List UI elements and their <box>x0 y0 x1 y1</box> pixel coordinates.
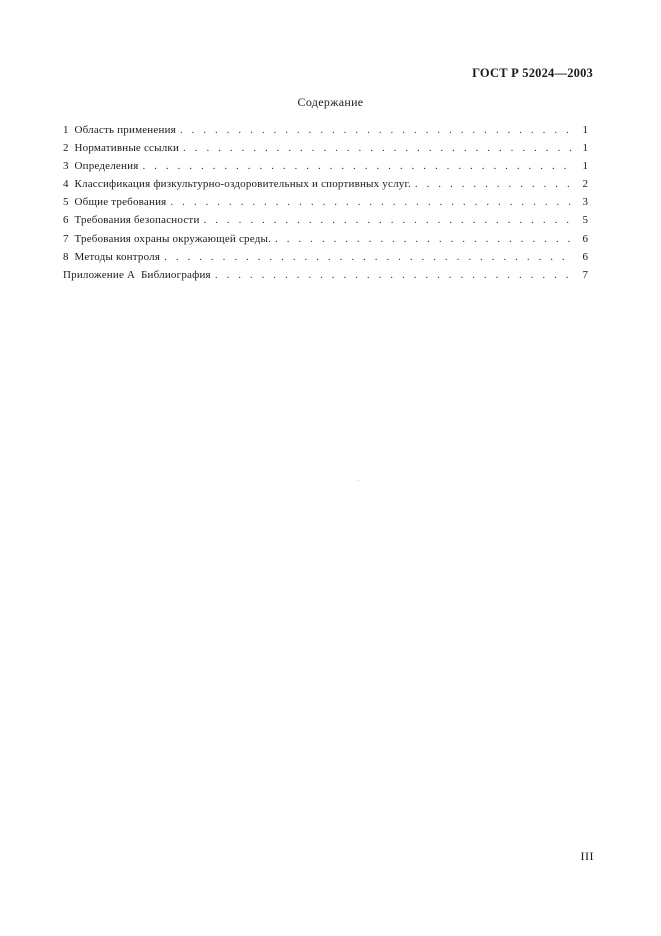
toc-entry-label: Классификация физкультурно-оздоровительных и спортивных услуг. <box>74 178 411 191</box>
toc-entry-control-methods[interactable] <box>63 248 588 266</box>
toc-entry-page: 1 <box>582 160 588 173</box>
toc-entry-number: 3 <box>63 160 69 173</box>
toc-entry-label: Требования безопасности <box>74 214 200 227</box>
scan-speck <box>358 480 359 481</box>
toc-entry-page: 2 <box>582 178 588 191</box>
dot-leader <box>275 230 573 248</box>
toc-entry-classification[interactable] <box>63 175 588 193</box>
toc-entry-number: 5 <box>63 196 69 209</box>
toc-entry-page: 5 <box>582 214 588 227</box>
toc-entry-label: Приложение А Библиография <box>63 268 211 281</box>
dot-leader <box>170 193 573 211</box>
toc-entry-safety-requirements[interactable] <box>63 211 588 229</box>
document-code: ГОСТ Р 52024—2003 <box>472 66 593 80</box>
page-number: III <box>580 849 594 863</box>
toc-entry-general-requirements[interactable] <box>63 193 588 211</box>
toc-entry-page: 7 <box>582 268 588 281</box>
toc-entry-number: 4 <box>63 178 69 191</box>
toc-entry-label: Общие требования <box>74 196 167 209</box>
toc-entry-label: Нормативные ссылки <box>74 142 180 155</box>
toc-entry-environmental-requirements[interactable] <box>63 230 588 248</box>
toc-entry-label: Область применения <box>74 124 176 136</box>
dot-leader <box>142 157 573 175</box>
toc-entry-label: Требования охраны окружающей среды. <box>74 232 272 245</box>
toc-entry-normative-references[interactable] <box>63 139 588 157</box>
toc-entry-appendix-bibliography[interactable] <box>63 266 588 284</box>
dot-leader <box>183 139 573 157</box>
toc-entry-page: 6 <box>582 232 588 245</box>
dot-leader <box>204 211 573 229</box>
toc-entry-label: Определения <box>74 160 139 173</box>
dot-leader <box>415 175 573 193</box>
toc-entry-scope[interactable] <box>63 121 588 139</box>
toc-entry-page: 3 <box>582 196 588 209</box>
dot-leader <box>215 266 573 284</box>
toc-entry-number: 7 <box>63 232 69 245</box>
toc-entry-label: Методы контроля <box>74 250 161 263</box>
toc-entry-definitions[interactable] <box>63 157 588 175</box>
dot-leader <box>164 248 573 266</box>
toc-title: Содержание <box>297 95 364 109</box>
toc-entry-number: 2 <box>63 142 69 155</box>
toc-entry-number: 1 <box>63 124 69 136</box>
toc-entry-page: 1 <box>582 124 588 136</box>
toc-entry-number: 6 <box>63 214 69 227</box>
toc-entry-page: 6 <box>582 250 588 263</box>
dot-leader <box>180 121 573 139</box>
toc-entry-page: 1 <box>582 142 588 155</box>
table-of-contents <box>63 121 588 284</box>
toc-entry-number: 8 <box>63 250 69 263</box>
